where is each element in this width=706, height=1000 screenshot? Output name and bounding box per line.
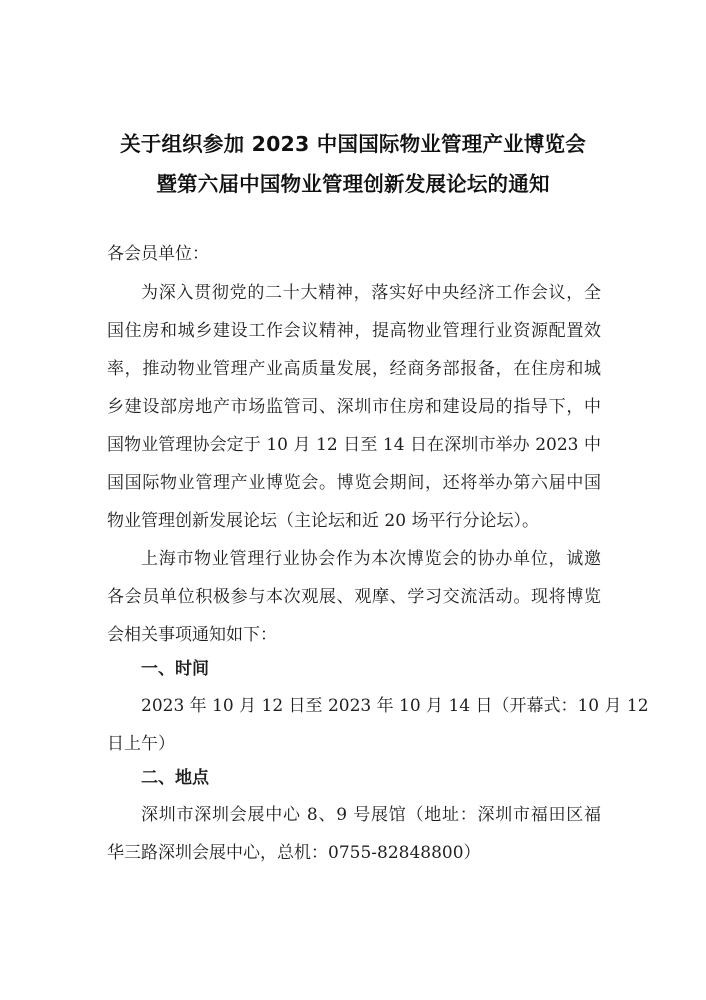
paragraph-1-line-2: 国住房和城乡建设工作会议精神，提高物业管理行业资源配置效 (107, 321, 601, 341)
section-1-line-1: 2023 年 10 月 12 日至 2023 年 10 月 14 日（开幕式：10 月 12 (141, 696, 649, 716)
salutation: 各会员单位： (107, 244, 209, 264)
section-2-line-2: 华三路深圳会展中心，总机：0755-82848800） (107, 843, 481, 863)
paragraph-2-line-2: 各会员单位积极参与本次观展、观摩、学习交流活动。现将博览 (107, 587, 601, 607)
paragraph-1-line-5: 国物业管理协会定于 10 月 12 日至 14 日在深圳市举办 2023 中 (107, 435, 601, 455)
section-1-heading: 一、时间 (141, 659, 209, 679)
paragraph-1-line-1: 为深入贯彻党的二十大精神，落实好中央经济工作会议，全 (141, 283, 601, 303)
section-1-line-2: 日上午） (107, 734, 175, 754)
paragraph-1-line-3: 率，推动物业管理产业高质量发展，经商务部报备，在住房和城 (107, 359, 601, 379)
paragraph-1-line-4: 乡建设部房地产市场监管司、深圳市住房和建设局的指导下，中 (107, 397, 601, 417)
paragraph-2-line-3: 会相关事项通知如下： (107, 625, 277, 645)
paragraph-1-line-7: 物业管理创新发展论坛（主论坛和近 20 场平行分论坛）。 (107, 511, 539, 531)
section-2-line-1: 深圳市深圳会展中心 8、9 号展馆（地址：深圳市福田区福 (141, 805, 601, 825)
section-2-heading: 二、地点 (141, 768, 209, 788)
title-line-2: 暨第六届中国物业管理创新发展论坛的通知 (156, 172, 550, 196)
title-line-1: 关于组织参加 2023 中国国际物业管理产业博览会 (120, 132, 586, 156)
paragraph-2-line-1: 上海市物业管理行业协会作为本次博览会的协办单位，诚邀 (141, 549, 601, 569)
paragraph-1-line-6: 国国际物业管理产业博览会。博览会期间，还将举办第六届中国 (107, 473, 601, 493)
